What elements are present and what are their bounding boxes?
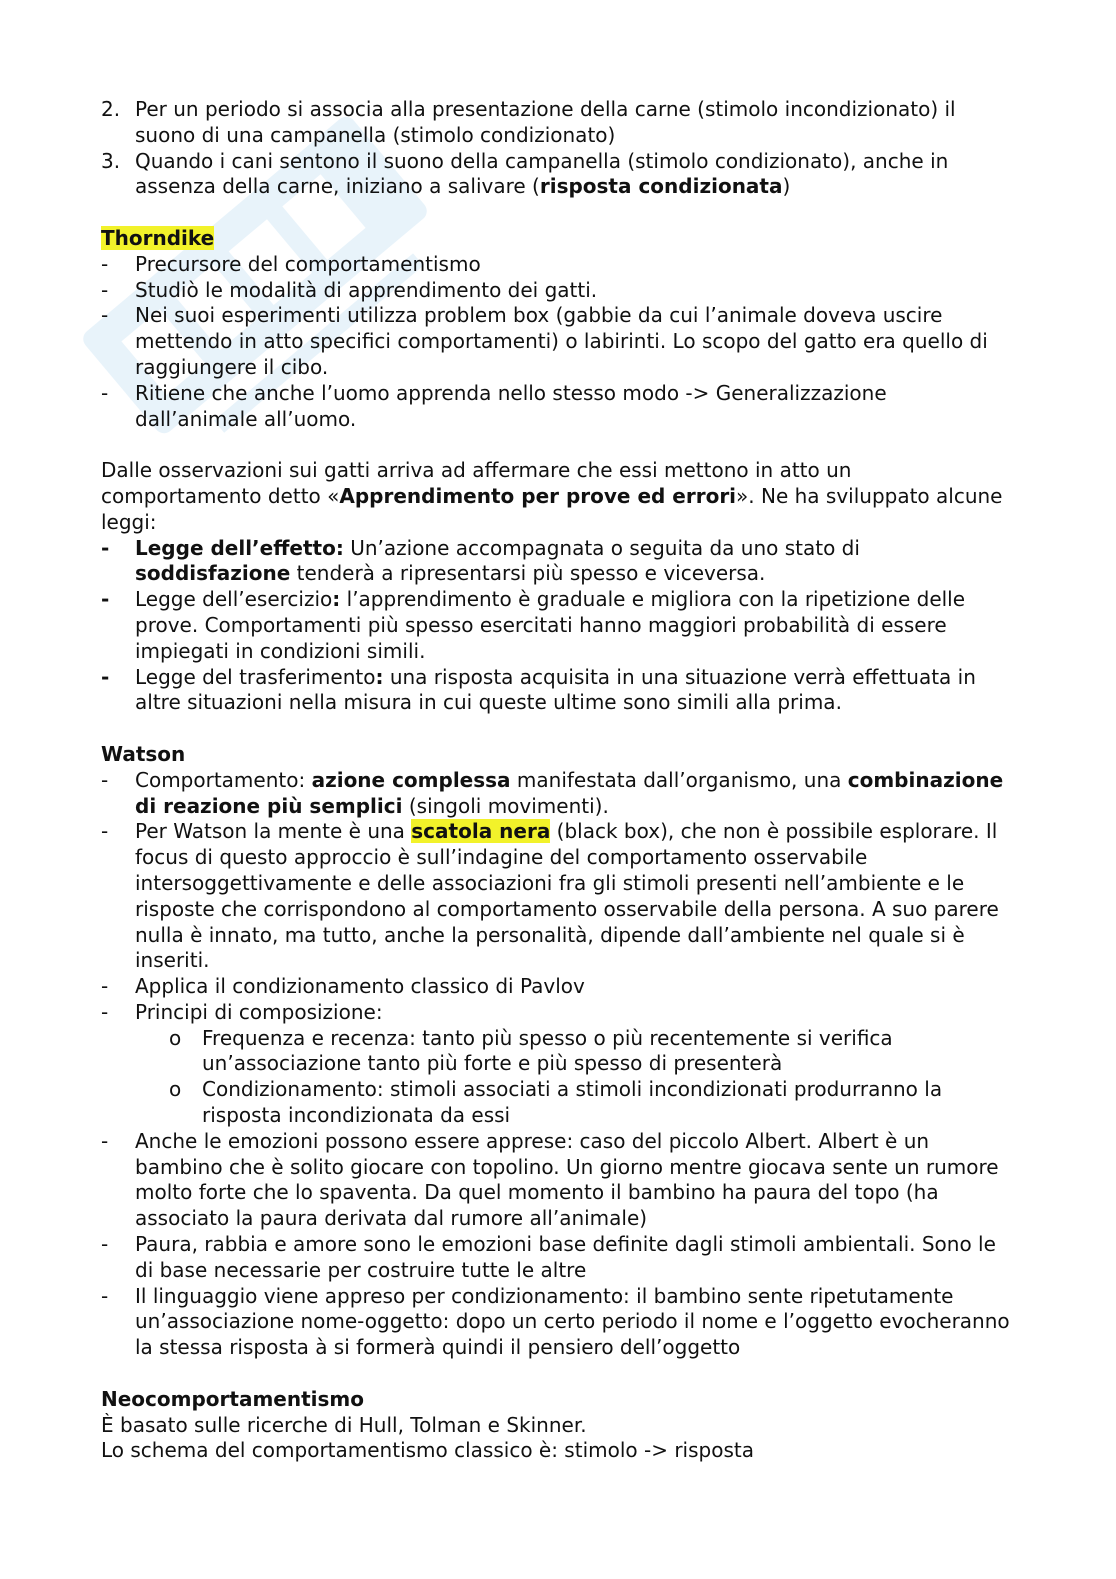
dash-marker: - [101,251,109,276]
circle-marker: o [169,1077,182,1102]
law-item [101,665,1013,717]
bullet-text: Comportamento: [135,767,312,792]
paragraph: È basato sulle ricerche di Hull, Tolman e Skinner. [101,1412,587,1437]
dash-marker: - [101,303,109,328]
bullet-item [101,768,1013,820]
dash-marker: - [101,999,109,1024]
bold-term: combinazione di reazione più semplici [135,767,1004,818]
sub-bullet-item [101,1026,1013,1078]
numbered-item [101,149,1013,201]
bullet-text: Applica il condizionamento classico di Pavlov [135,974,585,999]
dash-marker: - [101,1232,109,1257]
bullet-text: Per Watson la mente è una [135,819,412,844]
bold-term: soddisfazione [135,561,291,586]
bullet-item [101,1232,1013,1284]
bullet-text: manifestata dall’organismo, una [510,767,848,792]
paragraph-text: ». Ne ha sviluppato alcune leggi: [101,483,1003,534]
bullet-text: Ritiene che anche l’uomo apprenda nello stesso modo -> Generalizzazione dall’animale all’uomo. [135,380,887,431]
law-text: Un’azione accompagnata o seguita da uno stato di [343,535,860,560]
dash-marker: - [101,767,109,792]
paragraph-text: Dalle osservazioni sui gatti arriva ad affermare che essi mettono in atto un comportamento detto « [101,458,852,508]
list-item-text: Quando i cani sentono il suono della campanella (stimolo condizionato), anche in assenza della carne, iniziano a salivare ( [135,148,949,199]
law-label: Legge dell’effetto: [135,535,344,560]
document-page [101,97,1013,1464]
bullet-item [101,974,1013,1000]
bullet-item [101,381,1013,433]
law-text: una risposta acquisita in una situazione verrà effettuata in altre situazioni nella misura in cui queste ultime sono simili alla prima. [135,664,976,715]
dash-marker: - [101,819,109,844]
list-number: 2. [101,97,121,121]
numbered-item [101,97,1013,149]
law-item [101,587,1013,664]
bullet-item [101,303,1013,380]
bullet-text: Il linguaggio viene appreso per condizionamento: il bambino sente ripetutamente un’associazione nome-oggetto: dopo un certo periodo il nome e l’oggetto evocheranno la stessa risposta à si formerà quindi il pensiero dell’oggetto [135,1283,1010,1360]
bullet-text: (singoli movimenti). [402,793,609,818]
list-item-text: ) [782,174,791,199]
dash-marker: - [101,664,110,689]
bold-term: risposta condizionata [539,174,783,199]
sub-bullet-item [101,1077,1013,1129]
sub-bullet-text: Frequenza e recenza: tanto più spesso o più recentemente si verifica un’associazione tanto più forte e più spesso di presenterà [202,1025,893,1076]
bullet-text: Anche le emozioni possono essere apprese: caso del piccolo Albert. Albert è un bambino che è solito giocare con topolino. Un giorno mentre giocava sente un rumore molto forte che lo spaventa. Da quel momento il bambino ha paura del topo (ha associato la paura derivata dal rumore all’animale) [135,1128,999,1231]
bullet-text: Studiò le modalità di apprendimento dei gatti. [135,277,598,302]
dash-marker: - [101,1128,109,1153]
dash-marker: - [101,587,110,612]
law-text: l’apprendimento è graduale e migliora con la ripetizione delle prove. Comportamenti più spesso esercitati hanno maggiori probabilità di essere impiegati in condizioni simili. [135,587,966,663]
bullet-item [101,819,1013,974]
bullet-text: Precursore del comportamentismo [135,251,481,276]
circle-marker: o [169,1025,182,1050]
bold-term: Apprendimento per prove ed errori [339,483,737,508]
bullet-text: Paura, rabbia e amore sono le emozioni base definite dagli stimoli ambientali. Sono le di base necessarie per costruire tutte le altre [135,1232,996,1282]
list-number: 3. [101,148,121,173]
law-label: Legge dell’esercizio [135,587,333,612]
bold-term: azione complessa [311,767,511,792]
law-label: Legge del trasferimento [135,664,376,689]
law-text: tenderà a ripresentarsi più spesso e viceversa. [290,561,766,586]
bullet-text: Principi di composizione: [135,999,383,1024]
bullet-item [101,1000,1013,1026]
paragraph: Lo schema del comportamentismo classico è: stimolo -> risposta [101,1438,754,1463]
bullet-item [101,1284,1013,1361]
dash-marker: - [101,1283,109,1308]
dash-marker: - [101,535,110,560]
bullet-item [101,278,1013,304]
dash-marker: - [101,974,109,999]
law-colon: : [332,587,341,612]
dash-marker: - [101,277,109,302]
highlighted-term: scatola nera [411,819,551,844]
paragraph [101,458,1013,535]
sub-bullet-text: Condizionamento: stimoli associati a stimoli incondizionati produrranno la risposta incondizionata da essi [202,1077,943,1128]
bullet-item [101,1129,1013,1232]
bullet-text: (black box), che non è possibile esplorare. Il focus di questo approccio è sull’indagine del comportamento osservabile intersoggettivamente e delle associazioni fra gli stimoli presenti nell’ambiente e le risposte che corrispondono al comportamento osservabile della persona. A suo parere nulla è innato, ma tutto, anche la personalità, dipende dall’ambiente nel quale si è inseriti. [135,819,999,973]
list-item-text: Per un periodo si associa alla presentazione della carne (stimolo incondizionato) il suono di una campanella (stimolo condizionato) [135,97,956,147]
law-item [101,536,1013,588]
law-colon: : [375,664,384,689]
heading-text: Thorndike [101,225,215,250]
section-heading-thorndike [101,226,1013,252]
section-heading-neocomportamentismo: Neocomportamentismo [101,1386,364,1411]
bullet-item [101,252,1013,278]
section-heading-watson: Watson [101,741,186,766]
bullet-text: Nei suoi esperimenti utilizza problem box (gabbie da cui l’animale doveva uscire mettendo in atto specifici comportamenti) o labirinti. Lo scopo del gatto era quello di raggiungere il cibo. [135,303,988,379]
dash-marker: - [101,380,109,405]
